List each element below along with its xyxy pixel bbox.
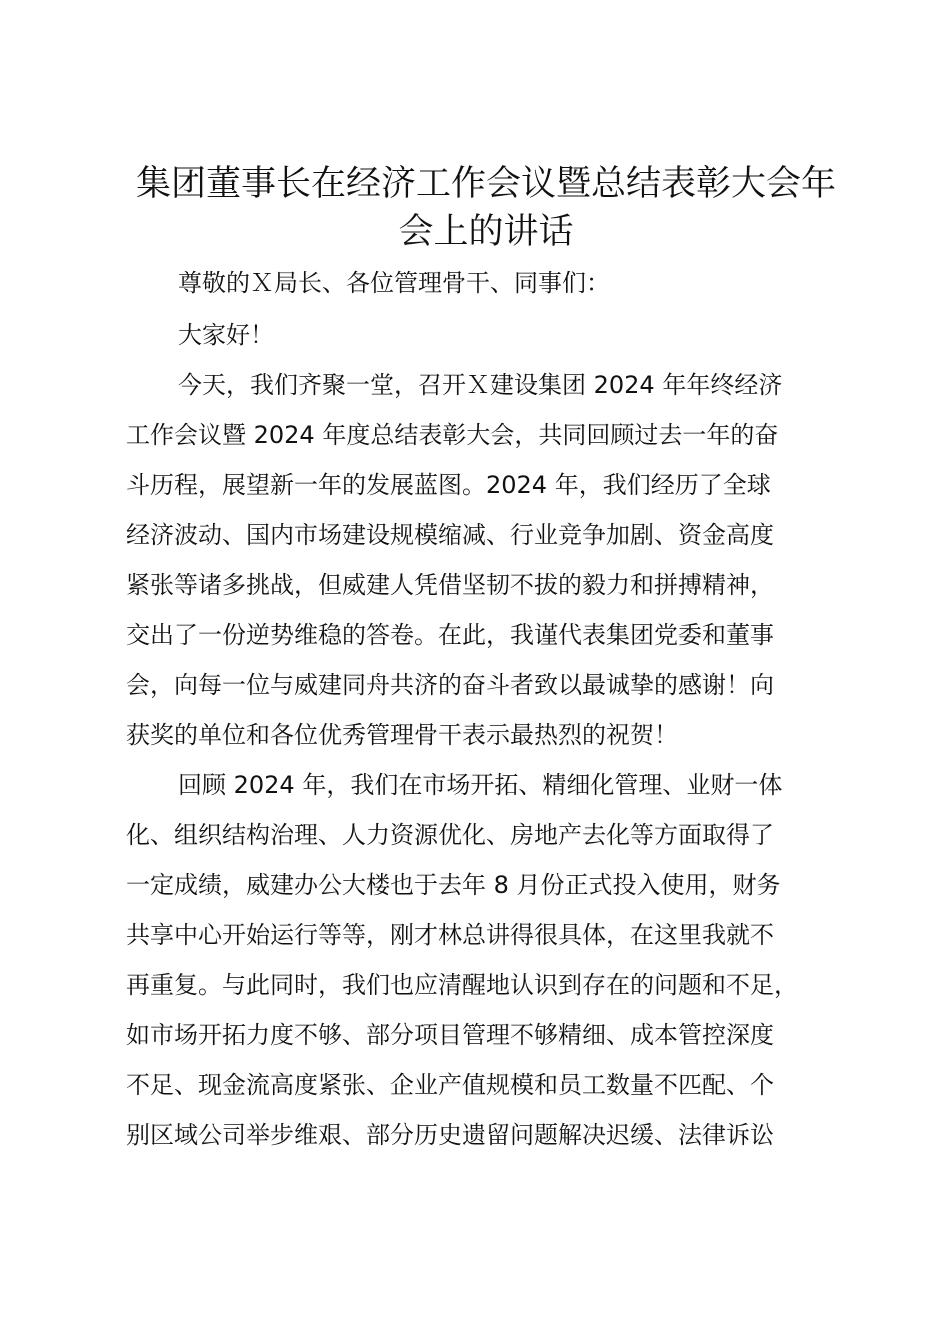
greeting: 大家好！ (178, 321, 274, 349)
paragraph-line: 再重复。与此同时，我们也应清醒地认识到存在的问题和不足， (126, 971, 798, 999)
title-line: 集团董事长在经济工作会议暨总结表彰大会年 (135, 164, 836, 204)
paragraph-line: 共享中心开始运行等等，刚才林总讲得很具体，在这里我就不 (126, 921, 774, 949)
paragraph-line: 经济波动、国内市场建设规模缩减、行业竞争加剧、资金高度 (126, 521, 774, 549)
paragraph-line: 紧张等诸多挑战，但威建人凭借坚韧不拔的毅力和拼搏精神， (126, 571, 774, 599)
paragraph-line: 化、组织结构治理、人力资源优化、房地产去化等方面取得了 (126, 821, 774, 849)
paragraph-line: 交出了一份逆势维稳的答卷。在此，我谨代表集团党委和董事 (126, 621, 774, 649)
paragraph-line: 如市场开拓力度不够、部分项目管理不够精细、成本管控深度 (126, 1021, 774, 1049)
paragraph-line: 获奖的单位和各位优秀管理骨干表示最热烈的祝贺！ (126, 721, 678, 749)
document-body (126, 160, 846, 1160)
salutation: 尊敬的Ｘ局长、各位管理骨干、同事们： (178, 269, 610, 297)
paragraph-line: 会，向每一位与威建同舟共济的奋斗者致以最诚挚的感谢！向 (126, 671, 774, 699)
title-line: 会上的讲话 (398, 212, 574, 252)
paragraph-1 (126, 360, 846, 760)
paragraph-line: 回顾 2024 年，我们在市场开拓、精细化管理、业财一体 (178, 771, 783, 799)
paragraph-line: 不足、现金流高度紧张、企业产值规模和员工数量不匹配、个 (126, 1071, 774, 1099)
paragraph-line: 别区域公司举步维艰、部分历史遗留问题解决迟缓、法律诉讼 (126, 1121, 774, 1149)
paragraph-line: 一定成绩，威建办公大楼也于去年 8 月份正式投入使用，财务 (126, 871, 781, 899)
paragraph-2 (126, 760, 846, 1160)
paragraph-line: 今天，我们齐聚一堂，召开Ｘ建设集团 2024 年年终经济 (178, 371, 783, 399)
paragraph-line: 斗历程，展望新一年的发展蓝图。2024 年，我们经历了全球 (126, 471, 771, 499)
document-title (126, 160, 846, 256)
paragraph-line: 工作会议暨 2024 年度总结表彰大会，共同回顾过去一年的奋 (126, 421, 779, 449)
